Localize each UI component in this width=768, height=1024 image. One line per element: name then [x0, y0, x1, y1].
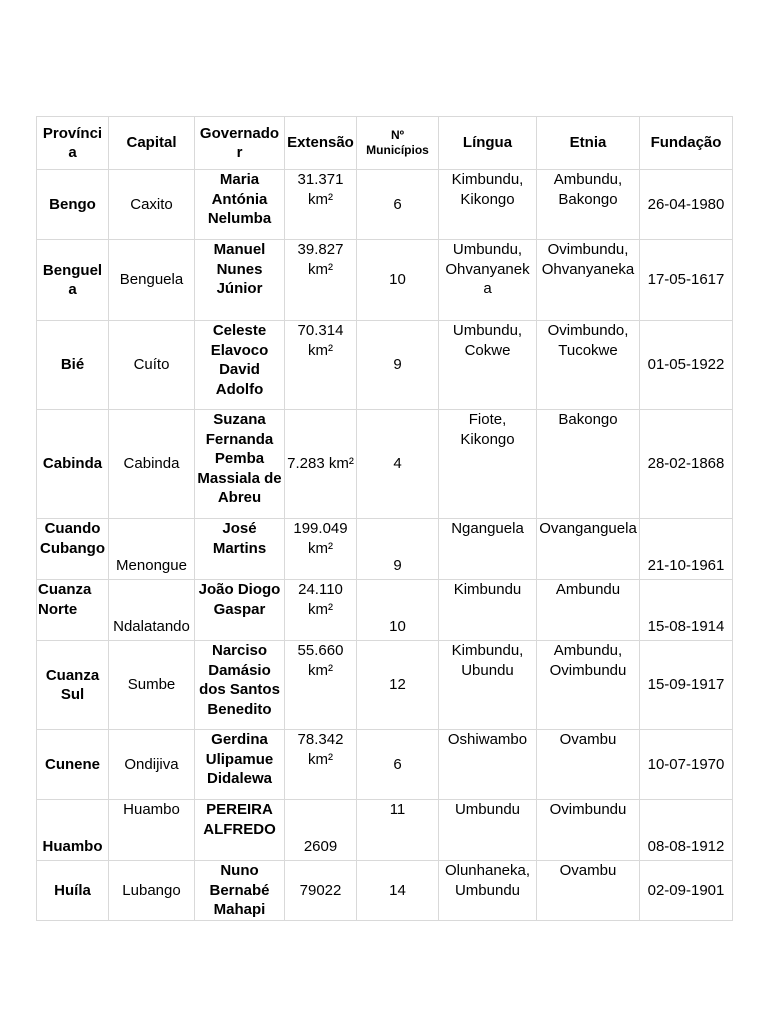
table-row	[37, 321, 733, 410]
cell-capital: Cuíto	[109, 321, 195, 410]
header-provincia: Provínci a	[37, 117, 109, 170]
header-row	[37, 117, 733, 170]
cell-municipios: 12	[357, 641, 439, 730]
cell-capital: Ndalatando	[109, 580, 195, 641]
table-row	[37, 641, 733, 730]
cell-capital: Benguela	[109, 240, 195, 321]
cell-governador: Nuno Bernabé Mahapi	[195, 861, 285, 921]
cell-municipios: 4	[357, 410, 439, 519]
cell-lingua: Kimbundu, Ubundu	[439, 641, 537, 730]
cell-provincia: Cuanza Norte	[37, 580, 109, 641]
cell-municipios: 6	[357, 170, 439, 240]
table-row	[37, 240, 733, 321]
table-row	[37, 580, 733, 641]
cell-capital: Caxito	[109, 170, 195, 240]
cell-lingua: Oshiwambo	[439, 730, 537, 800]
cell-etnia: Ambundu, Bakongo	[537, 170, 640, 240]
cell-etnia: Bakongo	[537, 410, 640, 519]
table-row	[37, 170, 733, 240]
cell-municipios: 10	[357, 240, 439, 321]
cell-fundacao: 21-10-1961	[640, 519, 733, 580]
cell-capital: Huambo	[109, 800, 195, 861]
cell-governador: João Diogo Gaspar	[195, 580, 285, 641]
cell-etnia: Ambundu	[537, 580, 640, 641]
cell-fundacao: 01-05-1922	[640, 321, 733, 410]
cell-provincia: Cuando Cubango	[37, 519, 109, 580]
table-row	[37, 800, 733, 861]
cell-fundacao: 08-08-1912	[640, 800, 733, 861]
cell-governador: José Martins	[195, 519, 285, 580]
cell-provincia: Bié	[37, 321, 109, 410]
cell-etnia: Ovanganguela	[537, 519, 640, 580]
table-row	[37, 730, 733, 800]
cell-extensao: 39.827 km²	[285, 240, 357, 321]
cell-provincia: Cuanza Sul	[37, 641, 109, 730]
cell-governador: Narciso Damásio dos Santos Benedito	[195, 641, 285, 730]
cell-capital: Cabinda	[109, 410, 195, 519]
table-row	[37, 861, 733, 921]
header-fundacao: Fundação	[640, 117, 733, 170]
cell-municipios: 9	[357, 321, 439, 410]
cell-fundacao: 15-08-1914	[640, 580, 733, 641]
header-municipios: Nº Municípios	[357, 117, 439, 170]
cell-extensao: 24.110 km²	[285, 580, 357, 641]
cell-lingua: Umbundu, Ohvanyanek a	[439, 240, 537, 321]
cell-municipios: 11	[357, 800, 439, 861]
cell-extensao: 78.342 km²	[285, 730, 357, 800]
cell-provincia: Benguel a	[37, 240, 109, 321]
cell-extensao: 70.314 km²	[285, 321, 357, 410]
cell-fundacao: 28-02-1868	[640, 410, 733, 519]
cell-extensao: 31.371 km²	[285, 170, 357, 240]
cell-lingua: Umbundu, Cokwe	[439, 321, 537, 410]
cell-fundacao: 26-04-1980	[640, 170, 733, 240]
cell-municipios: 14	[357, 861, 439, 921]
cell-extensao: 2609	[285, 800, 357, 861]
cell-etnia: Ovimbundu	[537, 800, 640, 861]
cell-municipios: 6	[357, 730, 439, 800]
cell-lingua: Kimbundu, Kikongo	[439, 170, 537, 240]
cell-fundacao: 10-07-1970	[640, 730, 733, 800]
cell-capital: Lubango	[109, 861, 195, 921]
cell-etnia: Ovimbundu, Ohvanyaneka	[537, 240, 640, 321]
cell-provincia: Bengo	[37, 170, 109, 240]
header-lingua: Língua	[439, 117, 537, 170]
cell-lingua: Umbundu	[439, 800, 537, 861]
cell-lingua: Kimbundu	[439, 580, 537, 641]
header-extensao: Extensão	[285, 117, 357, 170]
cell-provincia: Huíla	[37, 861, 109, 921]
cell-extensao: 55.660 km²	[285, 641, 357, 730]
cell-fundacao: 02-09-1901	[640, 861, 733, 921]
table-row	[37, 410, 733, 519]
cell-governador: Gerdina Ulipamue Didalewa	[195, 730, 285, 800]
cell-provincia: Cunene	[37, 730, 109, 800]
cell-governador: PEREIRA ALFREDO	[195, 800, 285, 861]
cell-lingua: Nganguela	[439, 519, 537, 580]
cell-etnia: Ambundu, Ovimbundu	[537, 641, 640, 730]
header-etnia: Etnia	[537, 117, 640, 170]
cell-extensao: 7.283 km²	[285, 410, 357, 519]
cell-municipios: 10	[357, 580, 439, 641]
cell-lingua: Olunhaneka, Umbundu	[439, 861, 537, 921]
cell-governador: Celeste Elavoco David Adolfo	[195, 321, 285, 410]
cell-capital: Ondijiva	[109, 730, 195, 800]
cell-capital: Sumbe	[109, 641, 195, 730]
provinces-table	[36, 116, 733, 921]
cell-municipios: 9	[357, 519, 439, 580]
cell-governador: Manuel Nunes Júnior	[195, 240, 285, 321]
cell-provincia: Cabinda	[37, 410, 109, 519]
cell-extensao: 199.049 km²	[285, 519, 357, 580]
cell-fundacao: 17-05-1617	[640, 240, 733, 321]
cell-etnia: Ovambu	[537, 861, 640, 921]
table-row	[37, 519, 733, 580]
header-capital: Capital	[109, 117, 195, 170]
cell-etnia: Ovimbundo, Tucokwe	[537, 321, 640, 410]
cell-capital: Menongue	[109, 519, 195, 580]
cell-lingua: Fiote, Kikongo	[439, 410, 537, 519]
cell-governador: Suzana Fernanda Pemba Massiala de Abreu	[195, 410, 285, 519]
cell-provincia: Huambo	[37, 800, 109, 861]
cell-etnia: Ovambu	[537, 730, 640, 800]
cell-governador: Maria Antónia Nelumba	[195, 170, 285, 240]
cell-extensao: 79022	[285, 861, 357, 921]
header-governador: Governado r	[195, 117, 285, 170]
cell-fundacao: 15-09-1917	[640, 641, 733, 730]
